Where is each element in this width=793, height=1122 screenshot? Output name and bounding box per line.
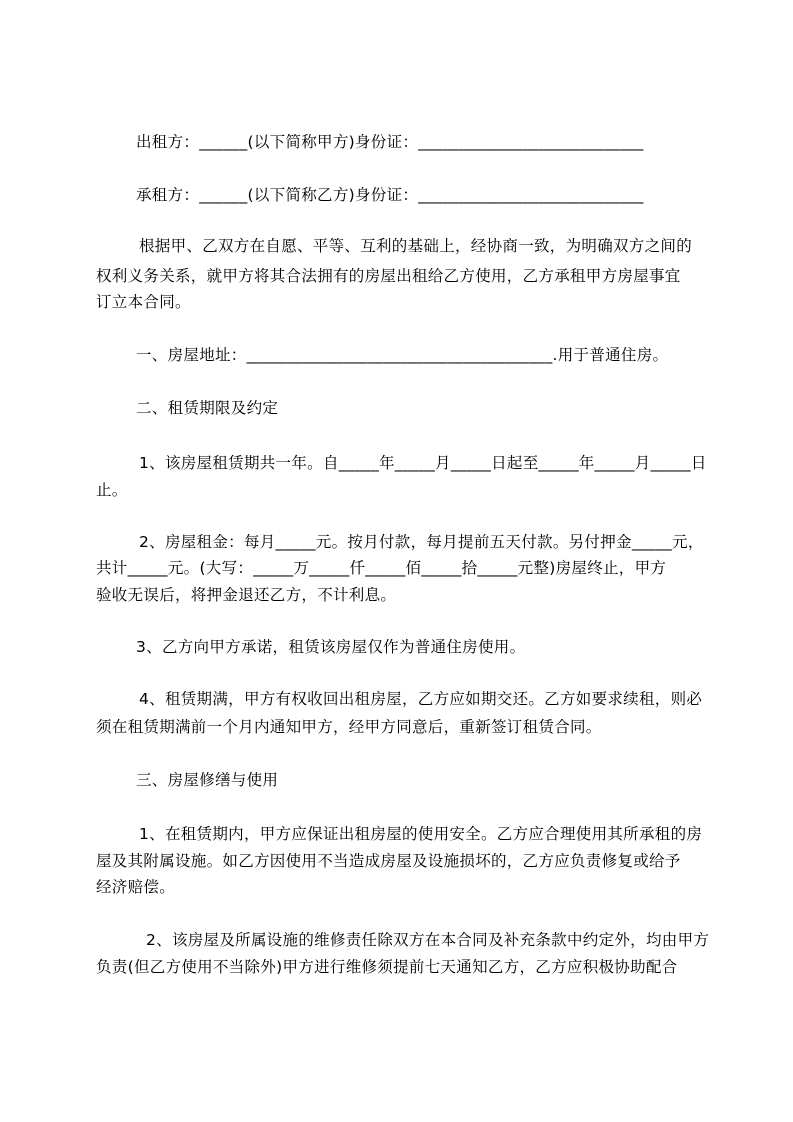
- section-2-item-2-line-3: 验收无误后，将押金退还乙方，不计利息。: [96, 586, 397, 604]
- section-2-item-3: 3、乙方向甲方承诺，租赁该房屋仅作为普通住房使用。: [136, 638, 526, 656]
- party-b-line: 承租方：______(以下简称乙方)身份证：____________________________: [136, 186, 644, 204]
- section-2-item-1-line-2: 止。: [96, 481, 128, 499]
- section-2-item-4-line-2: 须在租赁期满前一个月内通知甲方，经甲方同意后，重新签订租赁合同。: [96, 718, 602, 736]
- section-3-item-1-line-1: 1、在租赁期内，甲方应保证出租房屋的使用安全。乙方应合理使用其所承租的房: [139, 825, 703, 843]
- section-1-address: 一、房屋地址：______________________________________.用于普通住房。: [136, 346, 669, 364]
- section-3-heading: 三、房屋修缮与使用: [136, 771, 279, 789]
- section-3-item-1-line-3: 经济赔偿。: [96, 878, 176, 896]
- section-2-item-2-line-1: 2、房屋租金：每月_____元。按月付款，每月提前五天付款。另付押金_____元，: [139, 533, 704, 551]
- intro-line-3: 订立本合同。: [96, 293, 191, 311]
- intro-line-1: 根据甲、乙双方在自愿、平等、互利的基础上，经协商一致，为明确双方之间的: [139, 237, 693, 255]
- intro-line-2: 权利义务关系，就甲方将其合法拥有的房屋出租给乙方使用，乙方承租甲方房屋事宜: [96, 267, 681, 285]
- section-2-item-2-line-2: 共计_____元。(大写：_____万_____仟_____佰_____拾_____元整)房屋终止，甲方: [96, 559, 667, 577]
- section-3-item-2-line-2: 负责(但乙方使用不当除外)甲方进行维修须提前七天通知乙方，乙方应积极协助配合: [96, 958, 678, 976]
- section-2-item-4-line-1: 4、租赁期满，甲方有权收回出租房屋，乙方应如期交还。乙方如要求续租，则必: [139, 690, 703, 708]
- section-2-item-1-line-1: 1、该房屋租赁期共一年。自_____年_____月_____日起至_____年_____月_____日: [139, 454, 707, 472]
- section-3-item-1-line-2: 屋及其附属设施。如乙方因使用不当造成房屋及设施损坏的，乙方应负责修复或给予: [96, 852, 681, 870]
- section-2-heading: 二、租赁期限及约定: [136, 399, 279, 417]
- section-3-item-2-line-1: 2、该房屋及所属设施的维修责任除双方在本合同及补充条款中约定外，均由甲方: [146, 931, 710, 949]
- party-a-line: 出租方：______(以下简称甲方)身份证：____________________________: [136, 133, 644, 151]
